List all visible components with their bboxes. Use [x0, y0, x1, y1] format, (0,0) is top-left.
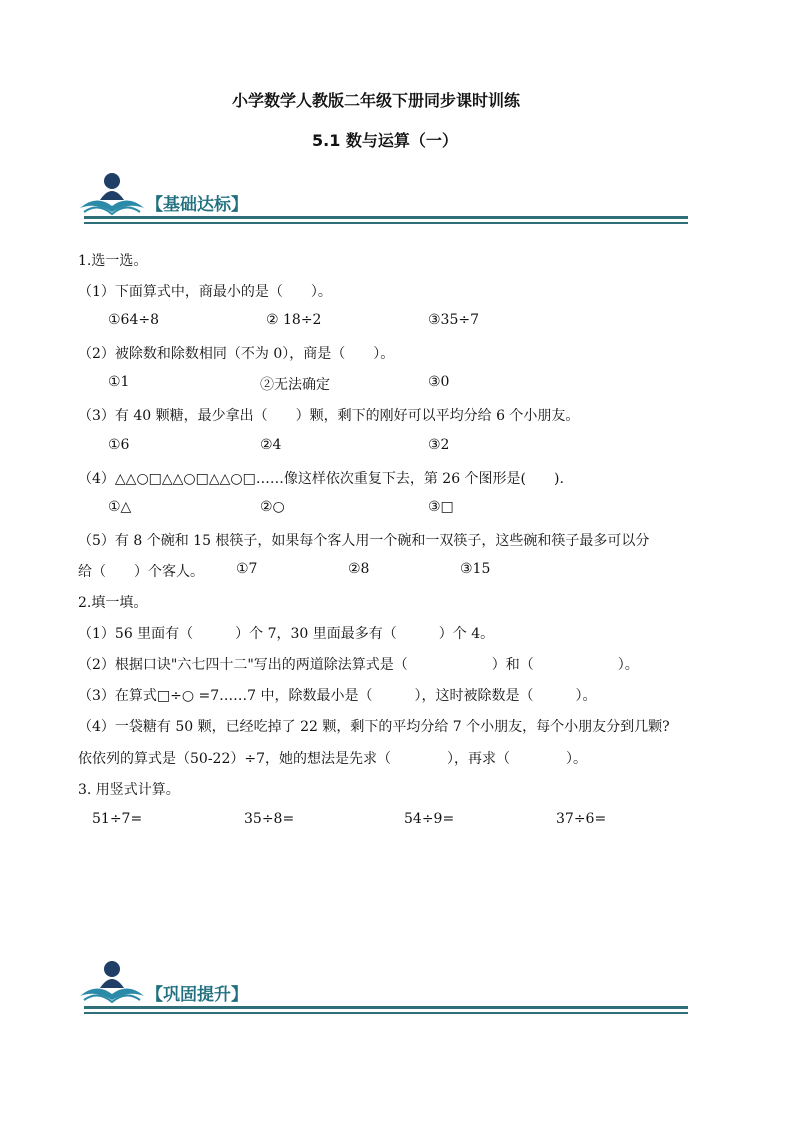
section-basic-label: 【基础达标】 — [146, 195, 248, 215]
reader-book-icon — [78, 960, 148, 1008]
page-subtitle: 5.1 数与运算（一） — [312, 131, 458, 150]
q2-4-cont: 依依列的算式是（50-22）÷7，她的想法是先求（ ），再求（ ）。 — [78, 751, 587, 767]
q2-heading: 2.填一填。 — [78, 595, 148, 611]
q1-5-stem: （5）有 8 个碗和 15 根筷子，如果每个客人用一个碗和一双筷子，这些碗和筷子最多可以分 — [78, 533, 650, 549]
q1-1-option-c: ③35÷7 — [428, 312, 480, 328]
q1-heading: 1.选一选。 — [78, 253, 148, 269]
q1-3-option-c: ③2 — [428, 437, 450, 453]
section-basic-header — [78, 172, 688, 228]
q1-5-option-a: ①7 — [236, 561, 258, 577]
q1-5-option-c: ③15 — [460, 561, 491, 577]
q1-1-stem: （1）下面算式中，商最小的是（ ）。 — [78, 284, 332, 300]
q1-2-stem: （2）被除数和除数相同（不为 0），商是（ ）。 — [78, 346, 395, 362]
q2-2: （2）根据口诀"六七四十二"写出的两道除法算式是（ ）和（ ）。 — [78, 657, 639, 673]
q1-4-option-c: ③□ — [428, 499, 454, 515]
q3-item: 37÷6= — [556, 811, 607, 827]
q1-5-option-b: ②8 — [348, 561, 370, 577]
q1-3-option-a: ①6 — [108, 437, 130, 453]
q3-item: 51÷7= — [92, 811, 143, 827]
q1-2-option-a: ①1 — [108, 374, 130, 390]
q1-3-stem: （3）有 40 颗糖，最少拿出（ ）颗，剩下的刚好可以平均分给 6 个小朋友。 — [78, 408, 580, 424]
q1-5-stem-cont: 给（ ）个客人。 — [78, 564, 204, 580]
q1-1-option-b: ② 18÷2 — [266, 312, 322, 328]
q3-heading: 3. 用竖式计算。 — [78, 782, 180, 798]
q3-item: 54÷9= — [404, 811, 455, 827]
reader-book-icon — [78, 172, 148, 220]
q1-2-option-b: ②无法确定 — [260, 377, 330, 393]
q2-1: （1）56 里面有（ ）个 7，30 里面最多有（ ）个 4。 — [78, 626, 495, 642]
q2-3: （3）在算式□÷○ =7……7 中，除数最小是（ ），这时被除数是（ ）。 — [78, 688, 597, 704]
q1-4-stem: （4）△△○□△△○□△△○□……像这样依次重复下去，第 26 个图形是( ). — [78, 471, 564, 487]
q2-4: （4）一袋糖有 50 颗，已经吃掉了 22 颗，剩下的平均分给 7 个小朋友，每个小朋友分到几颗? — [78, 719, 670, 735]
page-title: 小学数学人教版二年级下册同步课时训练 — [232, 91, 521, 110]
section-consolidate-header — [78, 960, 688, 1016]
section-consolidate-label: 【巩固提升】 — [146, 985, 248, 1005]
q1-4-option-a: ①△ — [108, 499, 132, 515]
q1-3-option-b: ②4 — [260, 437, 282, 453]
q1-2-option-c: ③0 — [428, 374, 450, 390]
q3-item: 35÷8= — [244, 811, 295, 827]
q1-4-option-b: ②○ — [260, 499, 285, 515]
q1-1-option-a: ①64÷8 — [108, 312, 160, 328]
